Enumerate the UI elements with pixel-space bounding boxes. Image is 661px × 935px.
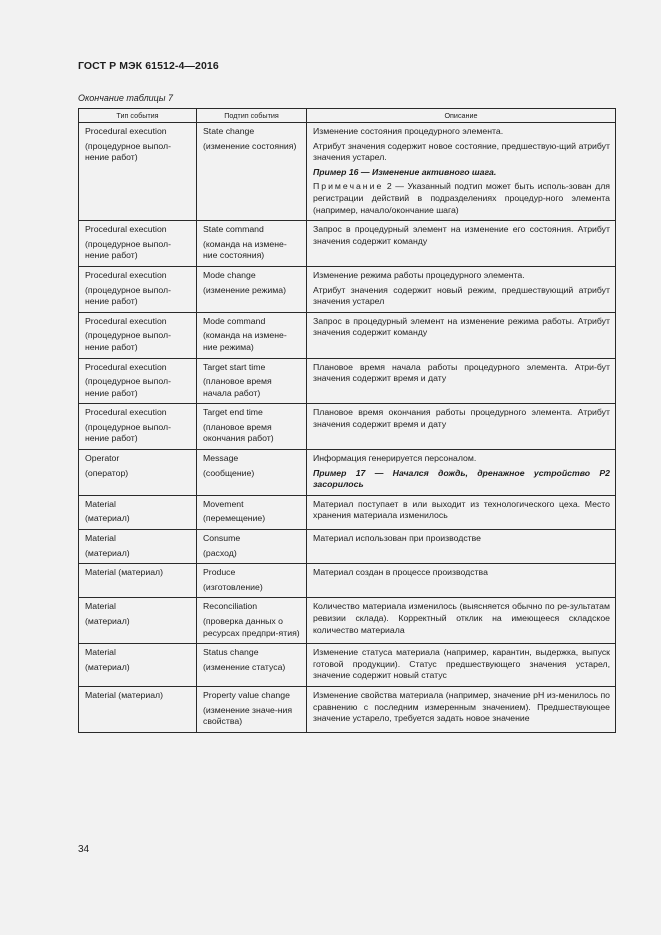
event-type-cell: [79, 644, 197, 687]
event-type: Material: [85, 498, 116, 509]
table-row: [79, 598, 616, 644]
table-row: [79, 564, 616, 598]
event-type: Procedural execution: [85, 361, 167, 372]
event-type-cell: [79, 598, 197, 644]
event-subtype: Status change: [203, 647, 259, 658]
event-subtype: Consume: [203, 533, 241, 544]
description-text: Материал использован при производстве: [313, 533, 482, 544]
event-type-cell: [79, 564, 197, 598]
event-type: Procedural execution: [85, 224, 167, 235]
note-text: [313, 181, 610, 216]
description-cell: [307, 495, 616, 529]
description-cell: [307, 358, 616, 404]
event-subtype-translation: (проверка данных о ресурсах предпри-ятия): [203, 616, 300, 638]
description-text: Запрос в процедурный элемент на изменение режима работы. Атрибут значения содержит команду: [313, 315, 610, 338]
description-cell: [307, 598, 616, 644]
event-subtype: State change: [203, 126, 255, 136]
event-subtype: Property value change: [203, 689, 290, 700]
description-text: Изменение режима работы процедурного элемента.: [313, 269, 525, 280]
event-type-cell: [79, 266, 197, 312]
event-subtype-translation: (изменение состояния): [203, 140, 297, 151]
table-row: [79, 123, 616, 221]
event-subtype: Movement: [203, 498, 244, 509]
event-subtype-cell: [197, 221, 307, 267]
event-type: Procedural execution: [85, 269, 167, 280]
event-type-cell: [79, 450, 197, 496]
description-text: Атрибут значения содержит новое состояние, предшествую-щий атрибут значения устарел.: [313, 140, 610, 163]
event-type-translation: (материал): [85, 661, 130, 672]
description-text: Изменение статуса материала (например, карантин, выдержка, выпуск готовой продукции). Статус предшествующего значения устарел, значение содержит новый статус: [313, 647, 610, 681]
event-subtype-translation: (расход): [203, 547, 237, 558]
table-caption: Окончание таблицы 7: [78, 93, 173, 103]
event-type-translation: (процедурное выпол-нение работ): [85, 330, 171, 352]
event-type-translation: (материал): [85, 616, 130, 626]
event-subtype-cell: [197, 312, 307, 358]
document-header: ГОСТ Р МЭК 61512-4—2016: [78, 60, 219, 72]
description-text: Материал поступает в или выходит из технологического цеха. Место хранения материала изменилось: [313, 498, 610, 521]
event-subtype: Mode change: [203, 269, 256, 280]
page-number: 34: [78, 844, 90, 855]
event-type: Procedural execution: [85, 126, 167, 136]
event-type-translation: (процедурное выпол-нение работ): [85, 140, 171, 163]
table-row: [79, 404, 616, 450]
event-type-cell: [79, 495, 197, 529]
event-type-translation: (процедурное выпол-нение работ): [85, 238, 171, 261]
event-type-translation: (материал): [85, 547, 130, 558]
description-cell: [307, 266, 616, 312]
event-subtype-translation: (сообщение): [203, 467, 255, 478]
example-text: Пример 17 — Начался дождь, дренажное устройство Р2 засорилось: [313, 467, 610, 490]
event-type: Material: [85, 647, 116, 658]
event-subtype: Produce: [203, 567, 236, 578]
event-subtype-translation: (изменение режима): [203, 284, 286, 295]
event-subtype-translation: (изменение значе-ния свойства): [203, 704, 293, 727]
event-subtype-cell: [197, 123, 307, 221]
table-row: [79, 686, 616, 732]
note-body: 2 — Указанный подтип может быть исполь-зован для регистрации действий в подразделениях процедур-ного элемента (например, начало/окончание шага): [313, 181, 610, 215]
event-type-translation: (процедурное выпол-нение работ): [85, 376, 171, 398]
event-subtype-cell: [197, 495, 307, 529]
table-row: [79, 358, 616, 404]
event-subtype: Target start time: [203, 361, 266, 372]
table-row: [79, 530, 616, 564]
description-cell: [307, 404, 616, 450]
description-text: Плановое время окончания работы процедурного элемента. Атрибут значения содержит время и дату: [313, 407, 610, 429]
event-subtype-translation: (команда на измене-ние состояния): [203, 238, 287, 261]
event-subtype-translation: (плановое время начала работ): [203, 376, 272, 398]
description-cell: [307, 123, 616, 221]
event-type-translation: (процедурное выпол-нение работ): [85, 421, 171, 444]
table-row: [79, 644, 616, 687]
event-type: Material: [85, 601, 116, 612]
event-subtype-translation: (команда на измене-ние режима): [203, 330, 287, 352]
event-subtype: Mode command: [203, 315, 266, 326]
event-subtype-cell: [197, 598, 307, 644]
event-subtype-cell: [197, 358, 307, 404]
event-type-cell: [79, 530, 197, 564]
event-type-translation: (процедурное выпол-нение работ): [85, 284, 171, 307]
event-subtype-translation: (изменение статуса): [203, 661, 286, 672]
table-row: [79, 450, 616, 496]
event-type: Material (материал): [85, 689, 164, 700]
event-type-cell: [79, 221, 197, 267]
event-type: Operator: [85, 453, 120, 464]
description-cell: [307, 644, 616, 687]
description-text: Атрибут значения содержит новый режим, предшествующий атрибут значения устарел: [313, 284, 610, 307]
event-subtype-cell: [197, 644, 307, 687]
column-header-description: Описание: [307, 109, 616, 123]
event-subtype-cell: [197, 530, 307, 564]
table-row: [79, 312, 616, 358]
description-text: Количество материала изменилось (выясняется обычно по ре-зультатам ревизии склада). Корректный отклик на имеющееся складское количество материала: [313, 601, 610, 635]
events-table: [78, 108, 616, 733]
description-cell: [307, 450, 616, 496]
event-type-translation: (оператор): [85, 467, 129, 478]
event-type-cell: [79, 312, 197, 358]
event-type: Procedural execution: [85, 315, 167, 326]
event-subtype: Reconciliation: [203, 601, 258, 612]
event-subtype: Target end time: [203, 407, 263, 418]
description-text: Плановое время начала работы процедурного элемента. Атри-бут значения содержит время и дату: [313, 361, 610, 384]
event-type-cell: [79, 686, 197, 732]
event-subtype-cell: [197, 404, 307, 450]
table-row: [79, 495, 616, 529]
event-type-translation: (материал): [85, 513, 130, 524]
event-subtype-cell: [197, 266, 307, 312]
description-text: Изменение свойства материала (например, значение pH из-менилось по сравнению с последним измеренным значением). Предшествующее значение устарело, требуется задать новое значение: [313, 689, 610, 724]
event-subtype: Message: [203, 453, 239, 464]
event-subtype-translation: (перемещение): [203, 513, 266, 524]
table-header-row: [79, 109, 616, 123]
event-subtype-cell: [197, 450, 307, 496]
event-subtype-cell: [197, 686, 307, 732]
table-row: [79, 266, 616, 312]
event-type: Material (материал): [85, 567, 164, 578]
example-text: Пример 16 — Изменение активного шага.: [313, 166, 497, 177]
description-text: Изменение состояния процедурного элемента.: [313, 126, 504, 136]
event-type-cell: [79, 123, 197, 221]
event-subtype-cell: [197, 564, 307, 598]
description-cell: [307, 530, 616, 564]
event-type: Procedural execution: [85, 407, 167, 418]
event-type-cell: [79, 404, 197, 450]
event-subtype: State command: [203, 224, 264, 235]
description-text: Запрос в процедурный элемент на изменение его состояния. Атрибут значения содержит команду: [313, 224, 610, 246]
event-subtype-translation: (плановое время окончания работ): [203, 421, 274, 444]
event-type-cell: [79, 358, 197, 404]
description-text: Информация генерируется персоналом.: [313, 453, 477, 464]
description-cell: [307, 686, 616, 732]
table-row: [79, 221, 616, 267]
column-header-subtype: Подтип события: [197, 109, 307, 123]
event-type: Material: [85, 533, 116, 544]
note-label: Примечание: [313, 181, 384, 192]
description-cell: [307, 312, 616, 358]
description-text: Материал создан в процессе производства: [313, 567, 488, 578]
description-cell: [307, 221, 616, 267]
event-subtype-translation: (изготовление): [203, 581, 263, 592]
column-header-type: Тип события: [79, 109, 197, 123]
description-cell: [307, 564, 616, 598]
